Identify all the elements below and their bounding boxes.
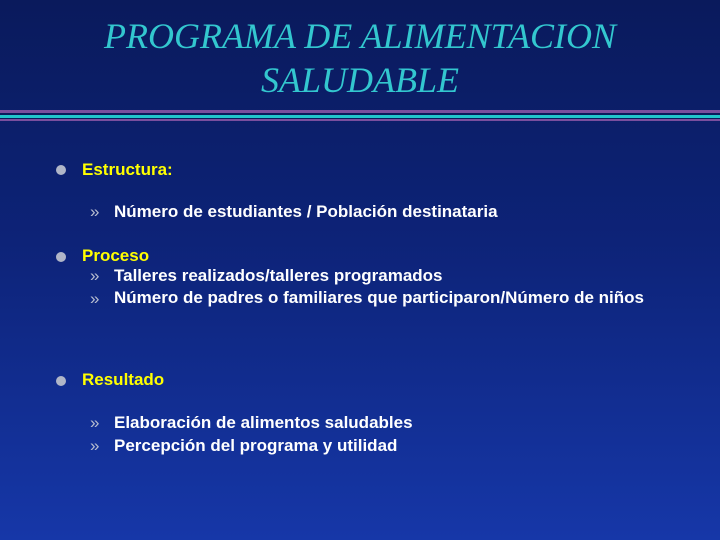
- list-item-text: Número de estudiantes / Población destinataria: [114, 202, 498, 221]
- list-item: [90, 289, 650, 307]
- bullet-dot-icon: [56, 165, 66, 175]
- divider-stripe: [0, 119, 720, 121]
- list-item-text: Talleres realizados/talleres programados: [114, 266, 443, 285]
- section-heading-estructura: Estructura:: [82, 160, 173, 179]
- list-item: [90, 413, 650, 433]
- list-item-text: Percepción del programa y utilidad: [114, 436, 398, 455]
- list-item: [90, 202, 650, 222]
- sub-bullet-marker: »: [90, 413, 100, 432]
- title-divider: [0, 110, 720, 121]
- sub-bullet-marker: »: [90, 436, 100, 455]
- list-item: [90, 266, 650, 286]
- sub-bullet-marker: »: [90, 266, 100, 285]
- slide-title: [0, 14, 720, 102]
- bullet-dot-icon: [56, 376, 66, 386]
- sub-bullet-marker: »: [90, 202, 100, 221]
- list-item-text: Elaboración de alimentos saludables: [114, 413, 413, 432]
- title-line-1: PROGRAMA DE ALIMENTACION: [104, 16, 616, 56]
- bullet-dot-icon: [56, 252, 66, 262]
- section-heading-proceso: Proceso: [82, 246, 150, 265]
- list-item-text: Número de padres o familiares que participaron/Número de niños: [114, 288, 644, 307]
- sub-bullet-marker: »: [90, 289, 100, 308]
- section-heading-resultado: Resultado: [82, 370, 165, 389]
- list-item: [90, 436, 650, 456]
- title-line-2: SALUDABLE: [261, 60, 459, 100]
